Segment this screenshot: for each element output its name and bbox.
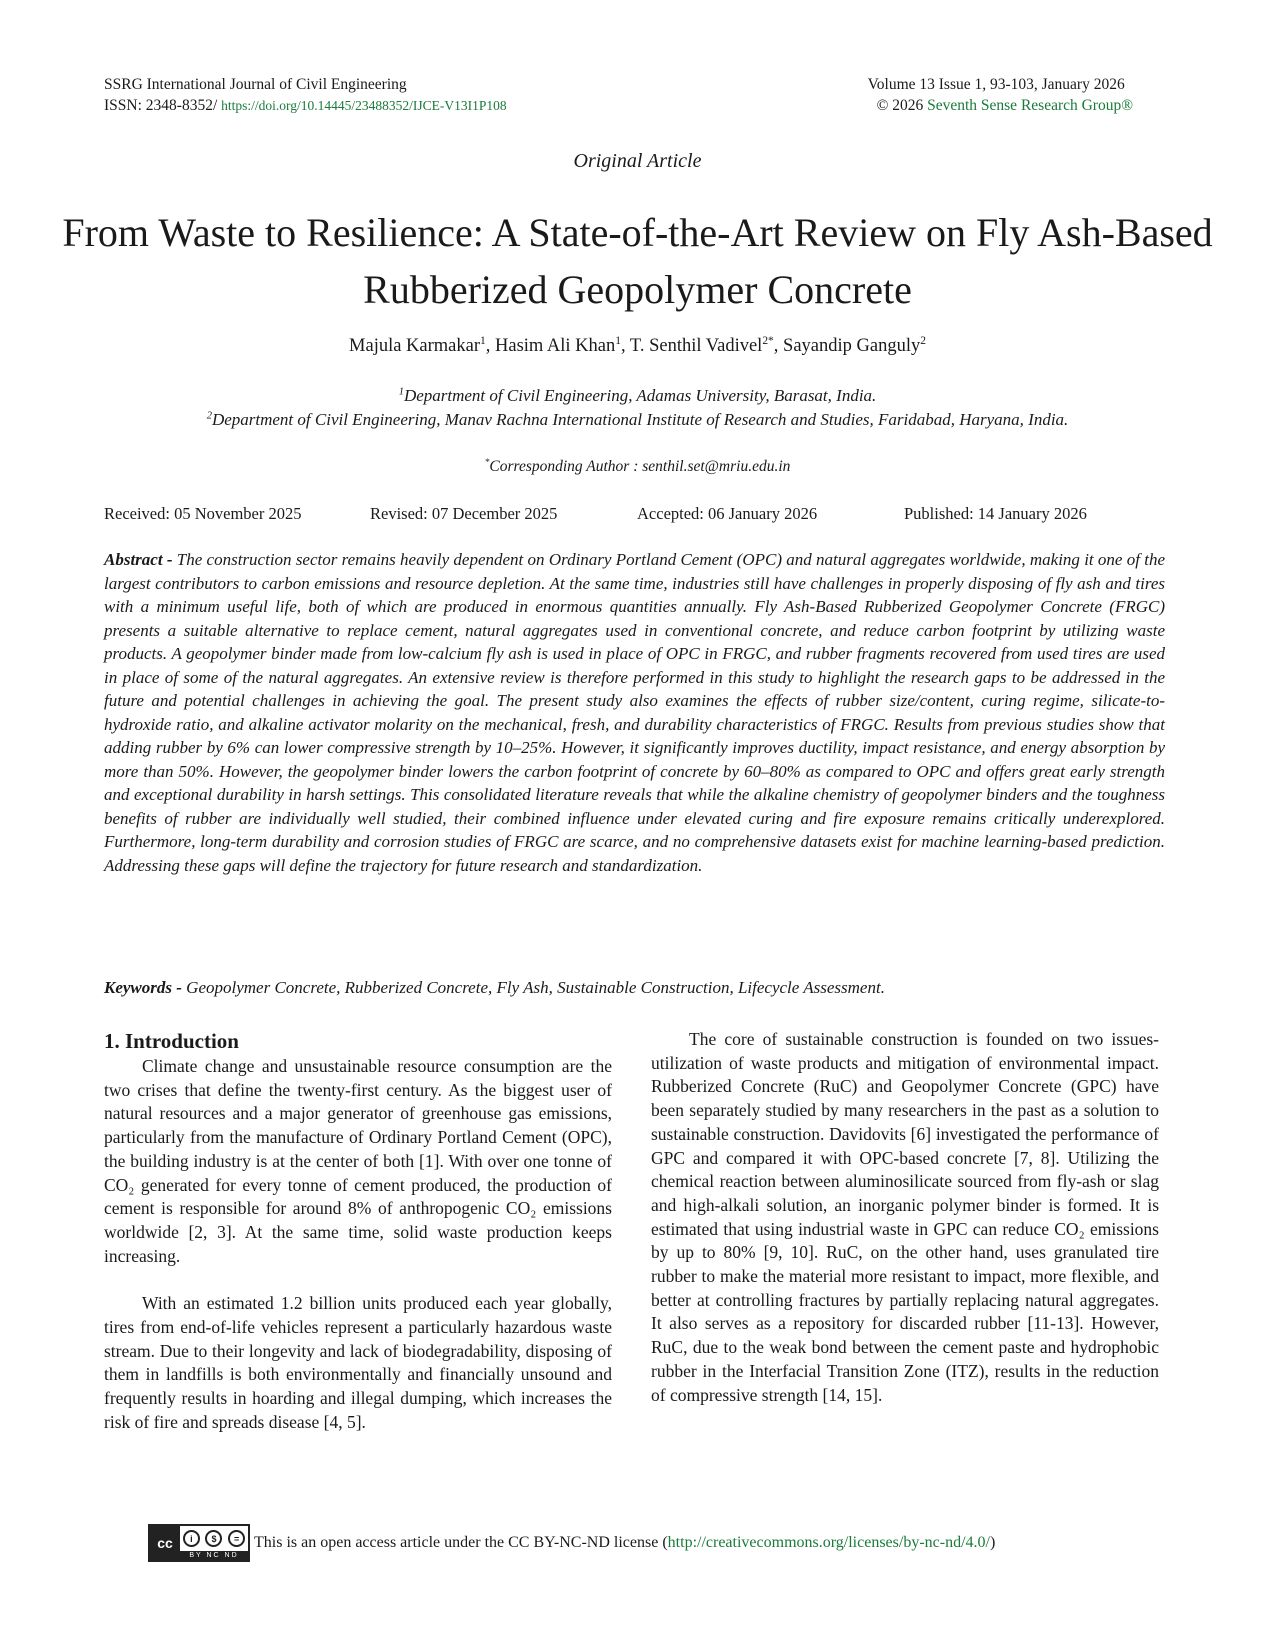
abstract-label: Abstract - — [104, 550, 173, 569]
author: Majula Karmakar — [349, 336, 481, 356]
left-column — [104, 1028, 612, 1435]
copyright: © 2026 — [876, 97, 924, 114]
author: T. Senthil Vadivel — [629, 336, 763, 356]
keywords-text: Geopolymer Concrete, Rubberized Concrete, Fly Ash, Sustainable Construction, Lifecycle Assessment. — [186, 978, 885, 997]
corresponding-mark: * — [484, 456, 490, 468]
badge-labels: BY NC ND — [180, 1551, 248, 1560]
copyright-line — [868, 95, 1133, 116]
license-link[interactable]: http://creativecommons.org/licenses/by-nc-nd/4.0/ — [667, 1534, 990, 1551]
license-text: This is an open access article under the CC BY-NC-ND license ( — [254, 1534, 668, 1551]
corresponding-author — [0, 458, 1275, 476]
doi-link[interactable]: https://doi.org/10.14445/23488352/IJCE-V13I1P108 — [221, 98, 507, 113]
corresponding-text: Corresponding Author : senthil.set@mriu.edu.in — [489, 458, 791, 475]
affiliation-mark: 1 — [398, 386, 404, 398]
journal-name: SSRG International Journal of Civil Engineering — [104, 76, 407, 93]
journal-header-left — [104, 74, 507, 116]
abstract-text: The construction sector remains heavily dependent on Ordinary Portland Cement (OPC) and natural aggregates worldwide, making it one of the largest contributors to carbon emissions and resource depletion. At the same time, industries still have challenges in properly disposing of fly ash and tires with a minimum useful life, both of which are produced in enormous quantities annually. Fly Ash-Based Rubberized Geopolymer Concrete (FRGC) presents a suitable alternative to replace cement, natural aggregates used in conventional concrete, and reduce carbon footprint by utilizing waste products. A geopolymer binder made from low-calcium fly ash is used in place of OPC in FRGC, and rubber fragments recovered from used tires are used in place of some of the natural aggregates. An extensive review is therefore performed in this study to highlight the research gaps to be addressed in the future and potential challenges in achieving the goal. The present study also examines the effects of rubber size/content, curing regime, silicate-to-hydroxide ratio, and alkaline activator molarity on the mechanical, fresh, and durability characteristics of FRGC. Results from previous studies show that adding rubber by 6% can lower compressive strength by 10–25%. However, it significantly improves ductility, impact resistance, and energy absorption by more than 50%. However, the geopolymer binder lowers the carbon footprint of concrete by 60–80% as compared to OPC and offers great early strength and exceptional durability in harsh settings. This consolidated literature reveals that while the alkaline chemistry of geopolymer binders and the toughness benefits of rubber are individually well studied, their combined influence under elevated curing and fire exposure remains critically underexplored. Furthermore, long-term durability and corrosion studies of FRGC are scarce, and no comprehensive datasets exist for machine learning-based prediction. Addressing these gaps will define the trajectory for future research and standardization. — [104, 550, 1165, 875]
paragraph: With an estimated 1.2 billion units produced each year globally, tires from end-of-life vehicles represent a particularly hazardous waste stream. Due to their longevity and lack of biodegradability, disposing of them in landfills is both environmentally and financially unsound and frequently results in hoarding and illegal dumping, which increases the risk of fire and spreads disease [4, 5]. — [104, 1293, 612, 1432]
published-date: Published: 14 January 2026 — [904, 504, 1087, 523]
accepted-date: Accepted: 06 January 2026 — [637, 504, 818, 523]
author: Hasim Ali Khan — [495, 336, 616, 356]
cc-icon: cc — [150, 1526, 180, 1560]
noncommercial-icon: $ — [205, 1530, 222, 1547]
right-column — [651, 1028, 1159, 1407]
license-footer — [148, 1524, 995, 1562]
affiliation-text: Department of Civil Engineering, Adamas University, Barasat, India. — [403, 386, 877, 405]
author-affil-mark: 2* — [762, 334, 774, 347]
affiliation-2 — [0, 410, 1275, 430]
article-type: Original Article — [573, 150, 702, 172]
affiliation-mark: 2 — [206, 410, 212, 422]
publisher-link[interactable]: Seventh Sense Research Group® — [927, 97, 1133, 114]
author-affil-mark: 1 — [615, 334, 621, 347]
abstract — [104, 548, 1165, 877]
license-close: ) — [989, 1534, 996, 1551]
received-date: Received: 05 November 2025 — [104, 504, 302, 523]
cc-by-nc-nd-badge[interactable] — [148, 1524, 250, 1562]
author: Sayandip Ganguly — [783, 336, 921, 356]
attribution-icon: i — [183, 1530, 200, 1547]
issn: ISSN: 2348-8352/ — [104, 97, 218, 114]
paragraph: Climate change and unsustainable resource consumption are the two crises that define the twenty-first century. As the biggest user of natural resources and a major generator of greenhouse gas emissions, particularly from the manufacture of Ordinary Portland Cement (OPC), the building industry is at the center of both [1]. With over one tonne of CO₂ generated for every tonne of cement produced, the production of cement is responsible for around 8% of anthropogenic CO₂ emissions worldwide [2, 3]. At the same time, solid waste production keeps increasing. — [104, 1056, 612, 1266]
keywords — [104, 978, 1165, 998]
revised-date: Revised: 07 December 2025 — [370, 504, 558, 523]
paragraph: The core of sustainable construction is founded on two issues- utilization of waste products and mitigation of environmental impact. Rubberized Concrete (RuC) and Geopolymer Concrete (GPC) have been separately studied by many researchers in the past as a solution to sustainable construction. Davidovits [6] investigated the performance of GPC and compared it with OPC-based concrete [7, 8]. Utilizing the chemical reaction between aluminosilicate sourced from fly-ash or slag and high-alkali solution, an inorganic polymer binder is formed. It is estimated that using industrial waste in GPC can reduce CO₂ emissions by up to 80% [9, 10]. RuC, on the other hand, uses granulated tire rubber to make the material more resistant to impact, more flexible, and better at controlling fractures by partially replacing natural aggregates. It also serves as a repository for discarded rubber [11-13]. However, RuC, due to the weak bond between the cement paste and hydrophobic rubber in the Interfacial Transition Zone (ITZ), results in the reduction of compressive strength [14, 15]. — [651, 1029, 1159, 1405]
keywords-label: Keywords - — [104, 978, 182, 997]
volume-info: Volume 13 Issue 1, 93-103, January 2026 — [867, 76, 1125, 93]
paper-title: From Waste to Resilience: A State-of-the-Art Review on Fly Ash-Based Rubberized Geopolymer Concrete — [62, 210, 1213, 312]
issn-line — [104, 95, 507, 116]
affiliation-text: Department of Civil Engineering, Manav Rachna International Institute of Research and Studies, Faridabad, Haryana, India. — [211, 410, 1069, 429]
author-affil-mark: 2 — [920, 334, 926, 347]
author-affil-mark: 1 — [480, 334, 486, 347]
author-list: Majula Karmakar$^1$, Hasim Ali Khan$^1$, T. Senthil Vadivel$^{2*}$, Sayandip Ganguly$^2$ — [349, 334, 926, 356]
affiliation-1 — [0, 386, 1275, 406]
section-heading: 1. Introduction — [104, 1029, 239, 1053]
journal-header-right — [868, 74, 1133, 116]
noderivs-icon: = — [228, 1530, 245, 1547]
